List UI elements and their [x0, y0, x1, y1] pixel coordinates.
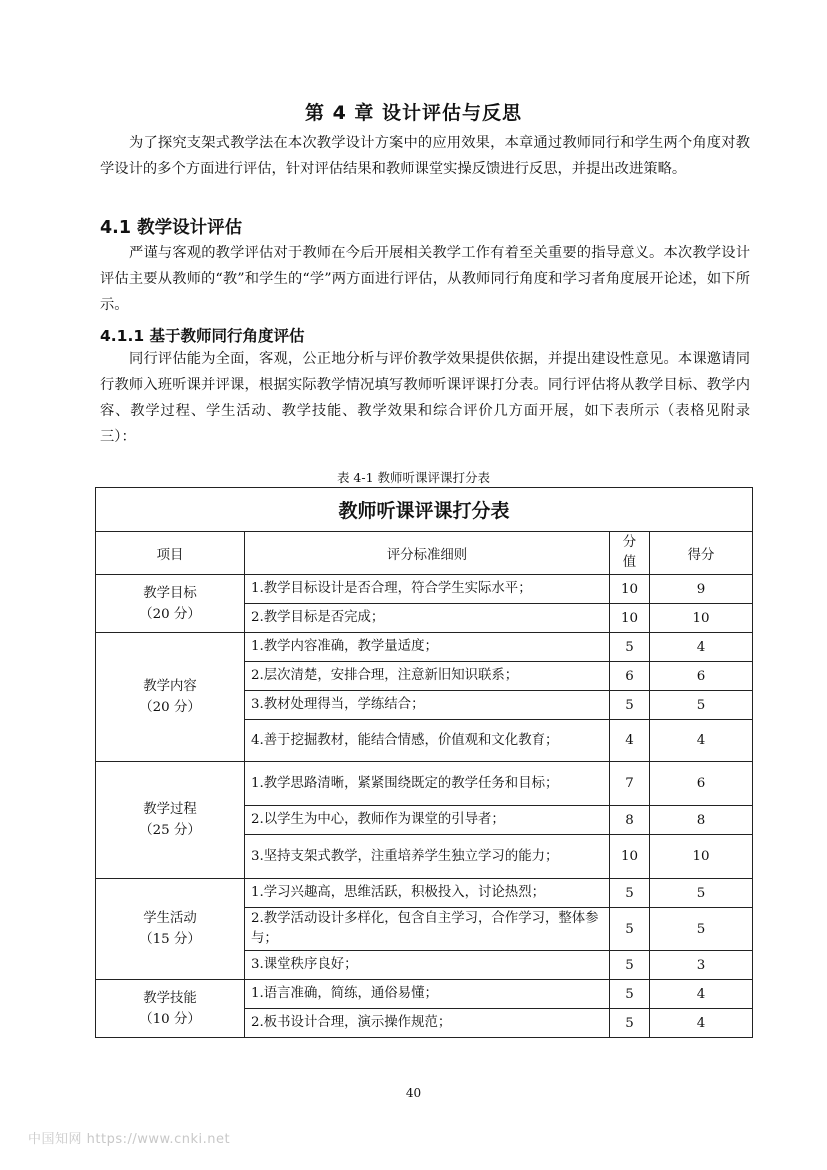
criterion-cell: 3.坚持支架式教学，注重培养学生独立学习的能力；: [245, 835, 610, 879]
header-points: 分值: [610, 532, 650, 575]
category-name: 教学内容: [143, 679, 197, 694]
cnki-watermark: 中国知网 https://www.cnki.net: [28, 1132, 231, 1147]
score-cell: 4: [650, 720, 753, 762]
criterion-cell: 3.教材处理得当，学练结合；: [245, 691, 610, 720]
score-cell: 6: [650, 662, 753, 691]
table-body: [96, 575, 753, 1038]
criterion-cell: 3.课堂秩序良好；: [245, 951, 610, 980]
score-cell: 8: [650, 806, 753, 835]
points-cell: 5: [610, 951, 650, 980]
category-total: （15 分）: [139, 932, 201, 947]
category-cell: [96, 633, 245, 762]
category-cell: [96, 762, 245, 879]
criterion-cell: 2.板书设计合理，演示操作规范；: [245, 1009, 610, 1038]
chapter-title: 第 4 章 设计评估与反思: [304, 102, 523, 124]
header-item: 项目: [96, 532, 245, 575]
header-score: 得分: [650, 532, 753, 575]
score-cell: 5: [650, 879, 753, 908]
score-cell: 9: [650, 575, 753, 604]
table-row: [96, 879, 753, 908]
criterion-cell: 2.教学目标是否完成；: [245, 604, 610, 633]
category-cell: [96, 575, 245, 633]
score-cell: 3: [650, 951, 753, 980]
points-cell: 10: [610, 835, 650, 879]
score-cell: 4: [650, 1009, 753, 1038]
criterion-cell: 1.语言准确，简练，通俗易懂；: [245, 980, 610, 1009]
section-heading-4-1: 4.1 教学设计评估: [100, 218, 243, 238]
points-cell: 10: [610, 604, 650, 633]
page-number: 40: [405, 1086, 422, 1100]
table-title: 教师听课评课打分表: [96, 488, 753, 532]
points-cell: 5: [610, 633, 650, 662]
points-cell: 5: [610, 691, 650, 720]
category-total: （25 分）: [139, 823, 201, 838]
table-row: [96, 575, 753, 604]
header-criteria: 评分标准细则: [245, 532, 610, 575]
category-cell: [96, 879, 245, 980]
table-header-row: [96, 532, 753, 575]
score-cell: 4: [650, 633, 753, 662]
points-cell: 5: [610, 879, 650, 908]
section-4-1-paragraph: 严谨与客观的教学评估对于教师在今后开展相关教学工作有着至关重要的指导意义。本次教学设计评估主要从教师的“教”和学生的“学”两方面进行评估，从教师同行角度和学习者角度展开论述，如下所示。: [100, 245, 750, 313]
category-name: 教学目标: [143, 585, 197, 601]
category-cell: [96, 980, 245, 1038]
criterion-cell: 1.教学目标设计是否合理，符合学生实际水平；: [245, 575, 610, 604]
points-cell: 8: [610, 806, 650, 835]
criterion-cell: 4.善于挖掘教材，能结合情感，价值观和文化教育；: [245, 720, 610, 762]
table-row: [96, 980, 753, 1009]
table-title-row: [96, 488, 753, 532]
score-cell: 10: [650, 835, 753, 879]
criterion-cell: 1.学习兴趣高，思维活跃，积极投入，讨论热烈；: [245, 879, 610, 908]
category-total: （20 分）: [139, 606, 201, 622]
criterion-cell: 1.教学内容准确，教学量适度；: [245, 633, 610, 662]
score-cell: 10: [650, 604, 753, 633]
points-cell: 7: [610, 762, 650, 806]
criterion-cell: 2.层次清楚，安排合理，注意新旧知识联系；: [245, 662, 610, 691]
points-cell: 10: [610, 575, 650, 604]
intro-paragraph: 为了探究支架式教学法在本次教学设计方案中的应用效果，本章通过教师同行和学生两个角度对教学设计的多个方面进行评估，针对评估结果和教师课堂实操反馈进行反思，并提出改进策略。: [100, 135, 750, 177]
criterion-cell: 2.教学活动设计多样化，包含自主学习，合作学习，整体参与；: [245, 908, 610, 951]
score-cell: 5: [650, 691, 753, 720]
category-name: 教学技能: [143, 990, 197, 1006]
points-cell: 5: [610, 980, 650, 1009]
points-cell: 4: [610, 720, 650, 762]
score-cell: 5: [650, 908, 753, 951]
category-name: 学生活动: [143, 911, 197, 926]
section-heading-4-1-1: 4.1.1 基于教师同行角度评估: [100, 327, 305, 345]
points-cell: 5: [610, 1009, 650, 1038]
category-total: （10 分）: [139, 1011, 201, 1027]
criterion-cell: 2.以学生为中心，教师作为课堂的引导者；: [245, 806, 610, 835]
table-caption: 表 4-1 教师听课评课打分表: [336, 470, 491, 485]
score-table: [95, 487, 753, 1038]
category-name: 教学过程: [143, 802, 197, 817]
table-row: [96, 762, 753, 806]
score-cell: 6: [650, 762, 753, 806]
section-4-1-1-paragraph: 同行评估能为全面，客观，公正地分析与评价教学效果提供依据，并提出建设性意见。本课邀请同行教师入班听课并评课，根据实际教学情况填写教师听课评课打分表。同行评估将从教学目标、教学内容、教学过程、学生活动、教学技能、教学效果和综合评价几方面开展，如下表所示（表格见附录三）：: [100, 351, 750, 445]
points-cell: 6: [610, 662, 650, 691]
category-total: （20 分）: [139, 700, 201, 715]
table-row: [96, 633, 753, 662]
score-cell: 4: [650, 980, 753, 1009]
points-cell: 5: [610, 908, 650, 951]
criterion-cell: 1.教学思路清晰，紧紧围绕既定的教学任务和目标；: [245, 762, 610, 806]
